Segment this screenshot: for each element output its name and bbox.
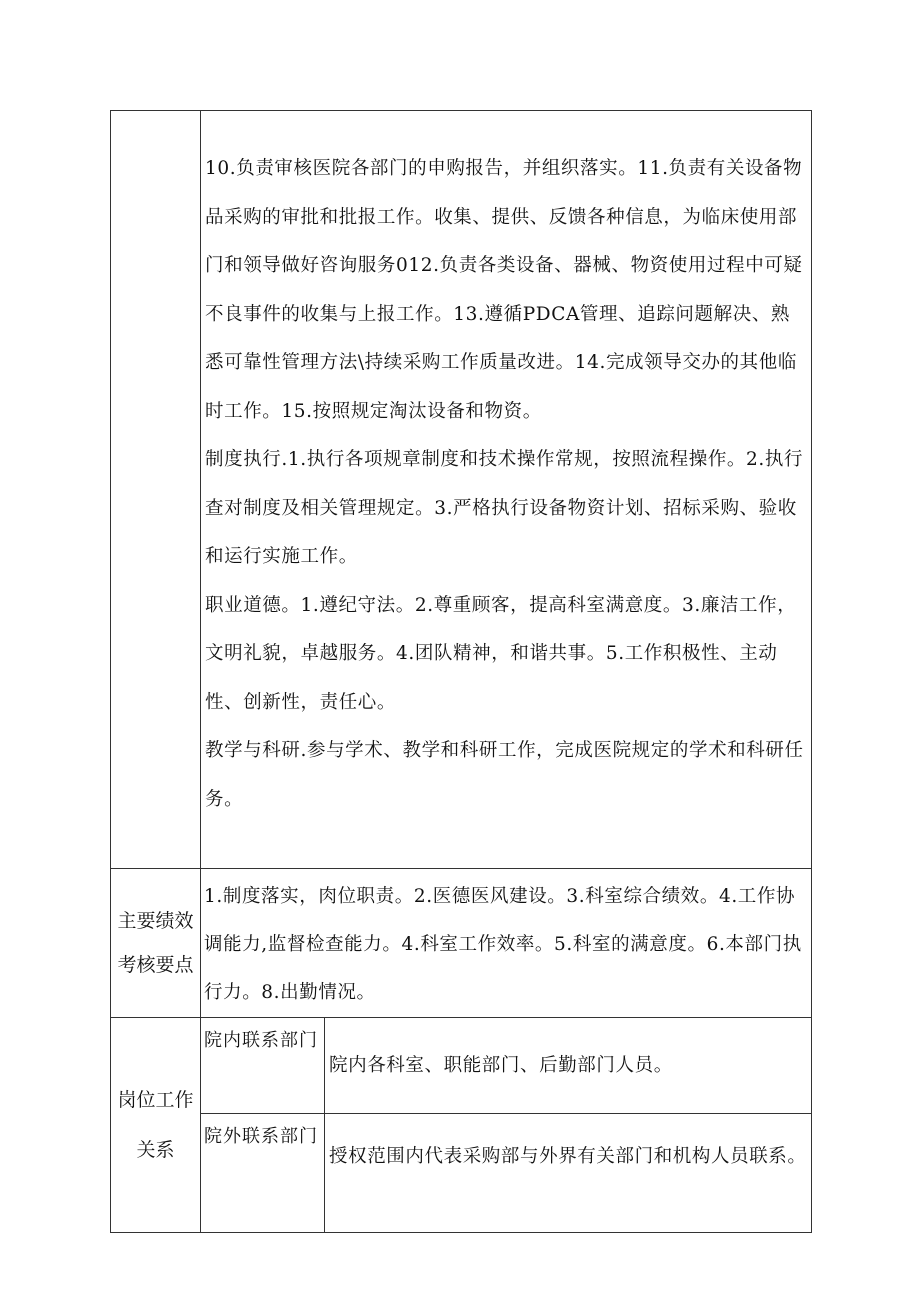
duties-paragraph-rules-execution: 制度执行.1.执行各项规章制度和技术操作常规，按照流程操作。2.执行查对制度及相关管理规定。3.严格执行设备物资计划、招标采购、验收和运行实施工作。	[205, 449, 804, 567]
kpi-label: 主要绩效考核要点	[111, 869, 201, 1018]
relations-internal-row	[111, 1018, 812, 1114]
internal-contact-label: 院内联系部门	[201, 1018, 325, 1114]
duties-row	[111, 111, 812, 869]
kpi-content: 1.制度落实，肉位职责。2.医德医风建设。3.科室综合绩效。4.工作协调能力,监督检查能力。4.科室工作效率。5.科室的满意度。6.本部门执行力。8.出勤情况。	[201, 869, 812, 1018]
duties-paragraph-professional-ethics: 职业道德。1.遵纪守法。2.尊重顾客，提高科室满意度。3.廉洁工作，文明礼貌，卓越服务。4.团队精神，和谐共事。5.工作积极性、主动性、创新性，责任心。	[205, 594, 797, 713]
job-description-table	[110, 110, 812, 1233]
kpi-row	[111, 869, 812, 1018]
external-contact-content: 授权范围内代表采购部与外界有关部门和机构人员联系。	[325, 1114, 812, 1233]
relations-label: 岗位工作关系	[111, 1018, 201, 1233]
duties-paragraph-responsibilities: 10.负责审核医院各部门的申购报告，并组织落实。11.负责有关设备物品采购的审批和批报工作。收集、提供、反馈各种信息，为临床使用部门和领导做好咨询服务012.负责各类设备、器械、物资使用过程中可疑不良事件的收集与上报工作。13.遵循PDCA管理、追踪问题解决、熟悉可靠性管理方法\持续采购工作质量改进。14.完成领导交办的其他临时工作。15.按照规定淘汰设备和物资。	[205, 158, 803, 422]
internal-contact-content: 院内各科室、职能部门、后勤部门人员。	[325, 1018, 812, 1114]
duties-paragraph-teaching-research: 教学与科研.参与学术、教学和科研工作，完成医院规定的学术和科研任务。	[205, 740, 804, 810]
duties-content-cell	[201, 111, 812, 869]
external-contact-label: 院外联系部门	[201, 1114, 325, 1233]
duties-label-cell	[111, 111, 201, 869]
relations-external-row	[111, 1114, 812, 1233]
